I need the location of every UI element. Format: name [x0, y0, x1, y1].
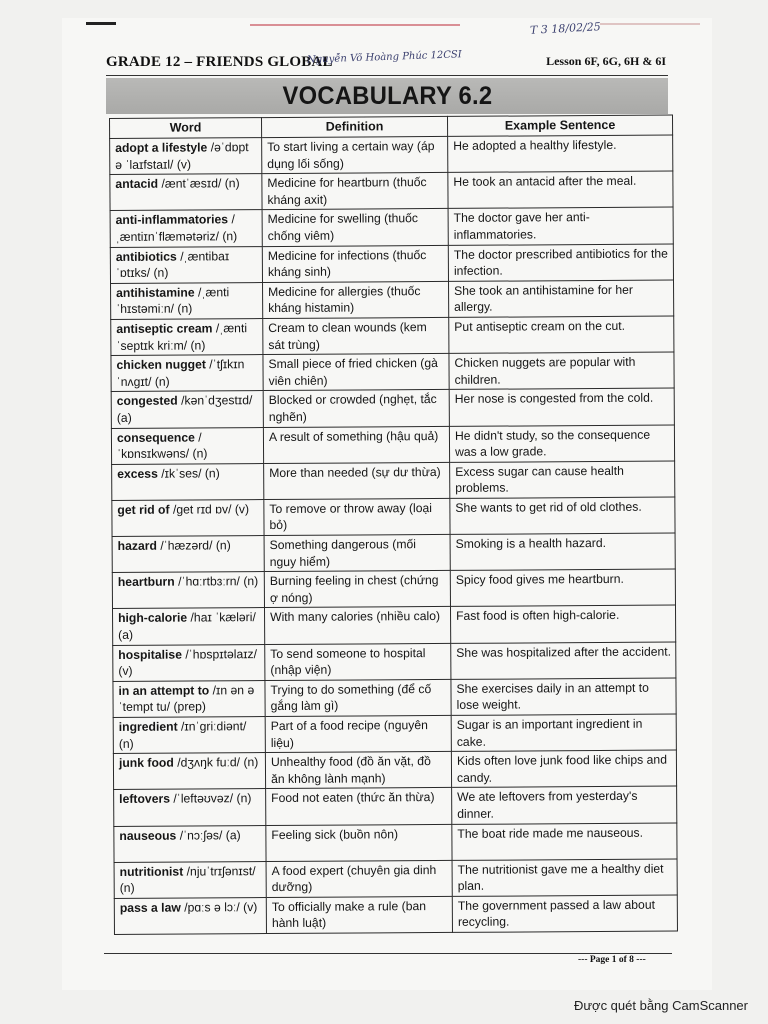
vocab-word: get rid of: [117, 502, 170, 517]
table-row: [111, 425, 674, 465]
footer-divider: [104, 953, 672, 954]
definition-cell: To officially make a rule (ban hành luật): [266, 896, 452, 933]
vocab-pronunciation: /ˈhɑːrtbɜːrn/ (n): [174, 574, 259, 589]
page-number: --- Page 1 of 8 ---: [578, 955, 646, 965]
handwritten-date: T 3 18/02/25: [529, 20, 602, 37]
example-cell: He took an antacid after the meal.: [448, 171, 673, 209]
table-row: [112, 605, 675, 645]
definition-cell: Part of a food recipe (nguyên liệu): [265, 715, 451, 752]
vocab-word: consequence: [116, 429, 195, 445]
vocab-pronunciation: /haɪ ˈkæləri/ (a): [118, 610, 256, 642]
definition-cell: A result of something (hậu quả): [263, 426, 449, 463]
example-cell: The boat ride made me nauseous.: [452, 823, 677, 860]
word-cell: [112, 499, 264, 536]
example-cell: She wants to get rid of old clothes.: [450, 497, 675, 535]
table-row: [112, 497, 675, 537]
example-cell: She exercises daily in an attempt to lose weight.: [451, 678, 676, 716]
table-row: [110, 244, 673, 284]
word-cell: [112, 608, 264, 645]
scanner-watermark: Được quét bằng CamScanner: [573, 998, 748, 1013]
vocab-pronunciation: /ˈhɒspɪtəlaɪz/ (v): [118, 646, 258, 679]
vocab-word: adopt a lifestyle: [115, 140, 208, 155]
definition-cell: More than needed (sự dư thừa): [264, 462, 450, 499]
vocab-pronunciation: /ɪnˈɡriːdiənt/ (n): [118, 719, 247, 751]
table-row: [114, 786, 677, 826]
vocab-word: anti-inflammatories: [115, 212, 229, 228]
definition-cell: Trying to do something (để cố gắng làm gì): [265, 679, 451, 716]
column-header-example: Example Sentence: [447, 115, 672, 136]
definition-cell: Cream to clean wounds (kem sát trùng): [263, 317, 449, 354]
table-row: [113, 678, 676, 718]
vocab-pronunciation: /ˈhæzərd/ (n): [156, 538, 231, 553]
word-cell: [114, 825, 266, 862]
word-cell: [114, 897, 266, 934]
definition-cell: To remove or throw away (loại bỏ): [264, 498, 450, 535]
example-cell: We ate leftovers from yesterday's dinner.: [452, 786, 677, 824]
vocab-pronunciation: /pɑːs ə lɔː/ (v): [180, 899, 258, 915]
handwritten-student-name: Nguyễn Võ Hoàng Phúc 12CSI: [306, 49, 462, 66]
example-cell: Her nose is congested from the cold.: [449, 388, 674, 426]
table-row: [110, 135, 673, 175]
vocab-pronunciation: /ˌæntiɪnˈflæmətəriz/ (n): [115, 212, 238, 244]
vocab-word: chicken nugget: [116, 357, 206, 373]
example-cell: Excess sugar can cause health problems.: [450, 461, 675, 499]
word-cell: [112, 536, 264, 573]
word-cell: [113, 644, 265, 681]
table-row: [111, 280, 674, 320]
word-cell: [113, 753, 265, 790]
vocab-word: hazard: [117, 538, 157, 554]
vocab-word: nutritionist: [119, 864, 184, 879]
example-cell: He didn't study, so the consequence was a low grade.: [449, 425, 674, 463]
word-cell: [110, 138, 262, 175]
example-cell: She took an antihistamine for her allergy.: [449, 280, 674, 318]
vocab-word: heartburn: [117, 574, 175, 590]
column-header-word: Word: [110, 118, 262, 139]
definition-cell: Medicine for heartburn (thuốc kháng axit): [262, 173, 448, 210]
vocab-pronunciation: /ɪkˈses/ (n): [157, 466, 220, 481]
table-row: [110, 171, 673, 211]
definition-cell: A food expert (chuyên gia dinh dưỡng): [266, 860, 452, 897]
vocab-word: antiseptic cream: [116, 321, 213, 336]
page-header: [106, 49, 666, 74]
table-row: [113, 750, 676, 790]
word-cell: [112, 572, 264, 609]
word-cell: [110, 210, 262, 247]
vocab-pronunciation: /æntˈæsɪd/ (n): [158, 176, 240, 191]
scan-mark-right: [600, 23, 700, 25]
word-cell: [111, 391, 263, 428]
vocab-pronunciation: /əˈdɒpt ə ˈlaɪfstaɪl/ (v): [115, 140, 249, 172]
vocab-pronunciation: /ˈnɔːʃəs/ (a): [176, 827, 241, 843]
course-title: GRADE 12 – FRIENDS GLOBAL: [106, 54, 333, 70]
table-row: [111, 352, 674, 392]
vocab-word: antacid: [115, 176, 159, 192]
vocab-word: congested: [116, 393, 178, 409]
table-row: [114, 895, 677, 935]
example-cell: The nutritionist gave me a healthy diet plan.: [452, 859, 677, 897]
title-banner: [106, 78, 668, 114]
table-row: [113, 642, 676, 682]
example-cell: Spicy food gives me heartburn.: [450, 569, 675, 607]
header-divider: [106, 75, 668, 76]
vocab-pronunciation: /ˈtʃɪkɪn ˈnʌɡɪt/ (n): [116, 357, 245, 389]
word-cell: [111, 427, 263, 464]
definition-cell: Feeling sick (buồn nôn): [266, 824, 452, 861]
word-cell: [110, 174, 262, 211]
vocab-word: high-calorie: [118, 610, 188, 626]
vocab-word: antihistamine: [116, 285, 195, 300]
vocab-word: excess: [117, 466, 158, 481]
table-row: [114, 823, 677, 862]
word-cell: [114, 861, 266, 898]
vocab-word: leftovers: [119, 792, 171, 807]
scan-mark: [86, 22, 116, 25]
vocab-word: pass a law: [119, 900, 181, 915]
vocab-pronunciation: /ˈleftəʊvəz/ (n): [169, 791, 252, 807]
vocab-word: nauseous: [119, 828, 177, 843]
vocab-word: in an attempt to: [118, 683, 210, 698]
table-row: [111, 316, 674, 356]
definition-cell: Medicine for swelling (thuốc chống viêm): [262, 209, 448, 246]
example-cell: Fast food is often high-calorie.: [450, 605, 675, 643]
table-row: [112, 461, 675, 501]
table-row: [112, 533, 675, 573]
vocabulary-table: [109, 115, 678, 935]
definition-cell: Blocked or crowded (nghẹt, tắc nghẽn): [263, 390, 449, 427]
table-row: [112, 569, 675, 609]
example-cell: Sugar is an important ingredient in cake.: [451, 714, 676, 752]
example-cell: Kids often love junk food like chips and candy.: [451, 750, 676, 788]
table-row: [110, 207, 673, 247]
definition-cell: To send someone to hospital (nhập viện): [265, 643, 451, 680]
example-cell: The government passed a law about recycling.: [452, 895, 677, 933]
example-cell: The doctor prescribed antibiotics for the infection.: [448, 244, 673, 282]
vocab-pronunciation: /ˈkɒnsɪkwəns/ (n): [117, 429, 208, 462]
scan-mark-red: [250, 24, 460, 26]
word-cell: [113, 680, 265, 717]
lesson-label: Lesson 6F, 6G, 6H & 6I: [546, 54, 666, 68]
table-row: [111, 388, 674, 428]
vocab-pronunciation: /get rɪd ɒv/ (v): [169, 502, 250, 517]
example-cell: He adopted a healthy lifestyle.: [448, 135, 673, 173]
word-cell: [114, 789, 266, 826]
vocab-pronunciation: /kənˈdʒestɪd/ (a): [116, 393, 253, 425]
vocab-word: antibiotics: [115, 249, 177, 264]
table-row: [114, 859, 677, 899]
example-cell: Put antiseptic cream on the cut.: [449, 316, 674, 354]
example-cell: The doctor gave her anti-inflammatories.: [448, 207, 673, 245]
vocab-pronunciation: /ˌæntiˈhɪstəmiːn/ (n): [116, 285, 230, 317]
definition-cell: Something dangerous (mối nguy hiểm): [264, 534, 450, 571]
vocab-pronunciation: /dʒʌŋk fuːd/ (n): [173, 755, 259, 770]
example-cell: Chicken nuggets are popular with children.: [449, 352, 674, 390]
definition-cell: Medicine for infections (thuốc kháng sinh): [262, 245, 448, 282]
word-cell: [111, 319, 263, 356]
vocab-word: ingredient: [118, 719, 178, 734]
table-row: [113, 714, 676, 754]
vocab-pronunciation: /ɪn ən əˈtempt tu/ (prep): [118, 682, 255, 715]
page-title: VOCABULARY 6.2: [282, 82, 492, 110]
definition-cell: Small piece of fried chicken (gà viên chiên): [263, 354, 449, 391]
vocab-pronunciation: /ˌæntiˈseptɪk kriːm/ (n): [116, 321, 248, 353]
word-cell: [112, 463, 264, 500]
vocab-word: hospitalise: [118, 647, 182, 662]
vocab-pronunciation: /njuˈtrɪʃənɪst/ (n): [119, 863, 256, 896]
word-cell: [110, 246, 262, 283]
definition-cell: Food not eaten (thức ăn thừa): [266, 788, 452, 825]
word-cell: [113, 717, 265, 754]
definition-cell: Unhealthy food (đồ ăn vặt, đồ ăn không lành mạnh): [265, 752, 451, 789]
word-cell: [111, 282, 263, 319]
vocab-pronunciation: /ˌæntibaɪˈɒtɪks/ (n): [115, 248, 230, 281]
definition-cell: Medicine for allergies (thuốc kháng histamin): [263, 281, 449, 318]
column-header-definition: Definition: [262, 116, 448, 137]
definition-cell: Burning feeling in chest (chứng ợ nóng): [264, 571, 450, 608]
definition-cell: To start living a certain way (áp dụng lối sống): [262, 136, 448, 173]
definition-cell: With many calories (nhiều calo): [264, 607, 450, 644]
example-cell: She was hospitalized after the accident.: [451, 642, 676, 680]
word-cell: [111, 355, 263, 392]
example-cell: Smoking is a health hazard.: [450, 533, 675, 571]
vocab-word: junk food: [118, 755, 174, 771]
